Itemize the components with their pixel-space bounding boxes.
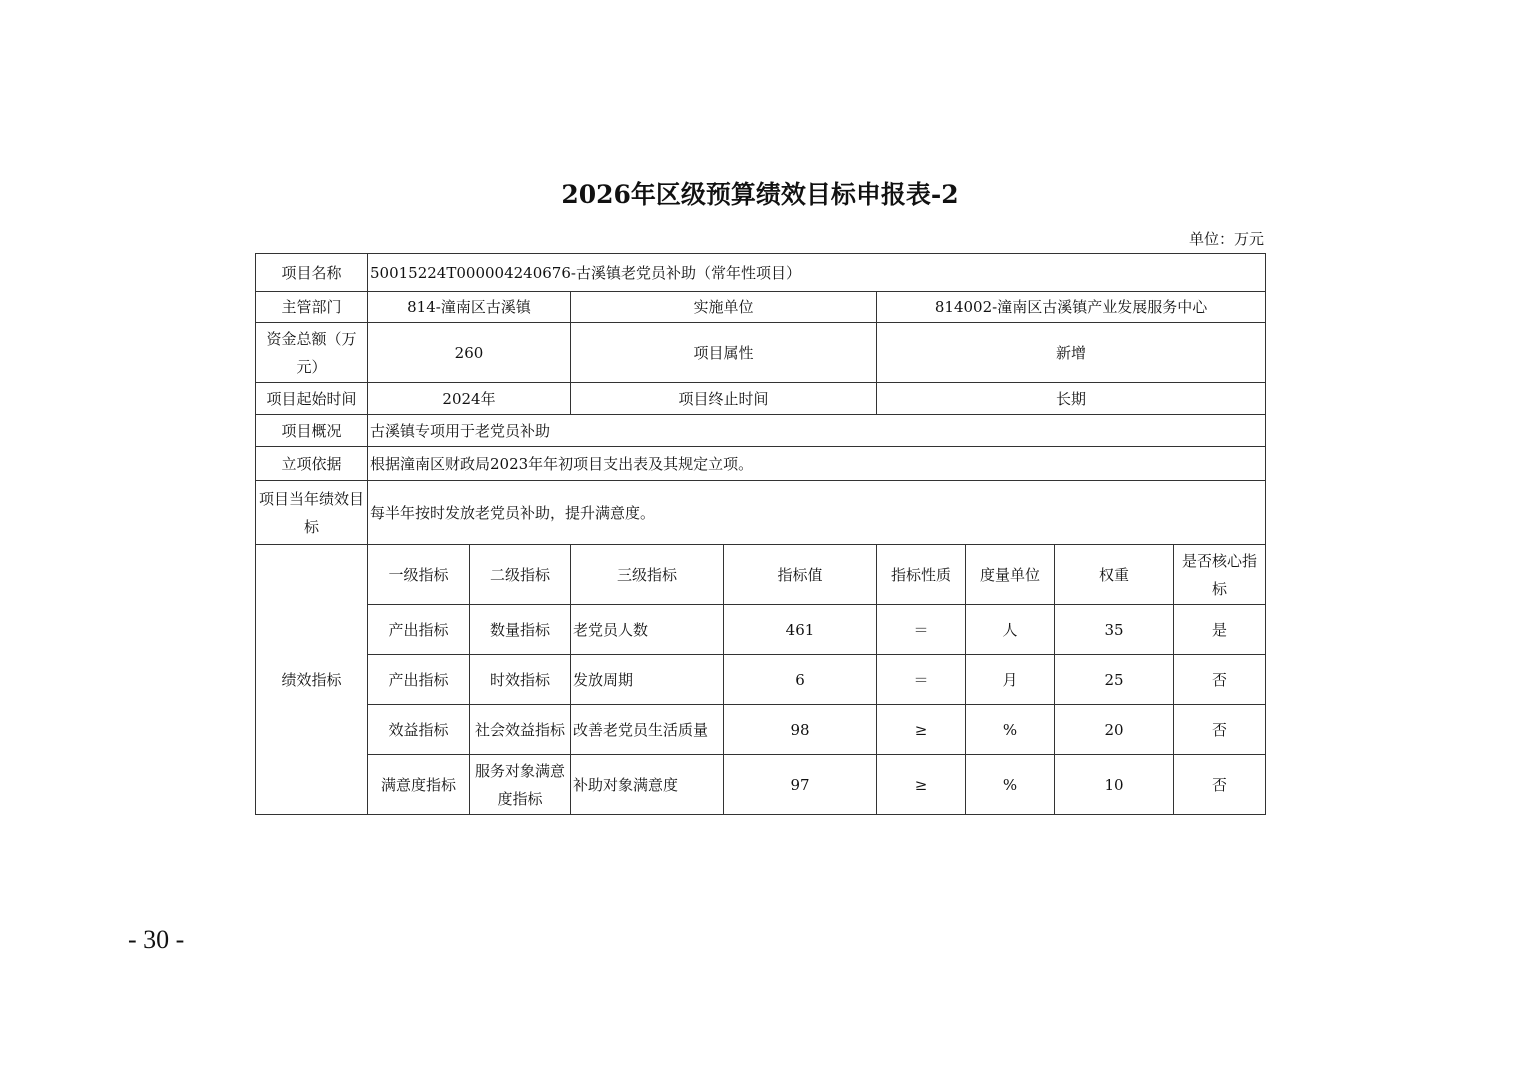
basis-value: 根据潼南区财政局2023年年初项目支出表及其规定立项。 — [368, 447, 1266, 481]
value-cell: 97 — [724, 755, 877, 815]
document-title: 2026年区级预算绩效目标申报表-2 — [561, 180, 959, 209]
level1-cell: 产出指标 — [368, 605, 470, 655]
indicator-header-row — [256, 545, 1266, 605]
implementing-unit-label: 实施单位 — [571, 292, 877, 323]
annual-goal-value: 每半年按时发放老党员补助，提升满意度。 — [368, 481, 1266, 545]
weight-cell: 35 — [1055, 605, 1174, 655]
header-core: 是否核心指标 — [1174, 545, 1266, 605]
level2-cell: 时效指标 — [470, 655, 571, 705]
header-level2: 二级指标 — [470, 545, 571, 605]
annual-goal-label: 项目当年绩效目标 — [256, 481, 368, 545]
table-row — [256, 705, 1266, 755]
project-attribute-label: 项目属性 — [571, 323, 877, 383]
header-value: 指标值 — [724, 545, 877, 605]
nature-cell: ≥ — [877, 705, 966, 755]
value-cell: 98 — [724, 705, 877, 755]
header-nature: 指标性质 — [877, 545, 966, 605]
page-number: - 30 - — [128, 925, 185, 954]
department-value: 814-潼南区古溪镇 — [368, 292, 571, 323]
row-project-name — [256, 254, 1266, 292]
level3-cell: 发放周期 — [571, 655, 724, 705]
implementing-unit-value: 814002-潼南区古溪镇产业发展服务中心 — [877, 292, 1266, 323]
row-goal — [256, 481, 1266, 545]
header-level3: 三级指标 — [571, 545, 724, 605]
table-row — [256, 755, 1266, 815]
row-amount — [256, 323, 1266, 383]
unit-cell: 月 — [966, 655, 1055, 705]
table-row — [256, 605, 1266, 655]
table-row — [256, 655, 1266, 705]
unit-label: 单位：万元 — [1188, 230, 1264, 248]
row-basis — [256, 447, 1266, 481]
row-period — [256, 383, 1266, 415]
level3-cell: 改善老党员生活质量 — [571, 705, 724, 755]
nature-cell: ＝ — [877, 655, 966, 705]
start-time-value: 2024年 — [368, 383, 571, 415]
weight-cell: 25 — [1055, 655, 1174, 705]
project-name-label: 项目名称 — [256, 254, 368, 292]
level2-cell: 服务对象满意度指标 — [470, 755, 571, 815]
overview-value: 古溪镇专项用于老党员补助 — [368, 415, 1266, 447]
level3-cell: 补助对象满意度 — [571, 755, 724, 815]
end-time-value: 长期 — [877, 383, 1266, 415]
basis-label: 立项依据 — [256, 447, 368, 481]
performance-target-table — [255, 253, 1266, 815]
end-time-label: 项目终止时间 — [571, 383, 877, 415]
unit-cell: 人 — [966, 605, 1055, 655]
project-attribute-value: 新增 — [877, 323, 1266, 383]
value-cell: 461 — [724, 605, 877, 655]
nature-cell: ＝ — [877, 605, 966, 655]
row-department — [256, 292, 1266, 323]
level1-cell: 满意度指标 — [368, 755, 470, 815]
core-cell: 否 — [1174, 705, 1266, 755]
core-cell: 是 — [1174, 605, 1266, 655]
core-cell: 否 — [1174, 655, 1266, 705]
department-label: 主管部门 — [256, 292, 368, 323]
unit-cell: % — [966, 755, 1055, 815]
overview-label: 项目概况 — [256, 415, 368, 447]
level1-cell: 产出指标 — [368, 655, 470, 705]
value-cell: 6 — [724, 655, 877, 705]
unit-cell: % — [966, 705, 1055, 755]
weight-cell: 10 — [1055, 755, 1174, 815]
total-amount-label: 资金总额（万元） — [256, 323, 368, 383]
row-overview — [256, 415, 1266, 447]
level1-cell: 效益指标 — [368, 705, 470, 755]
weight-cell: 20 — [1055, 705, 1174, 755]
header-unit: 度量单位 — [966, 545, 1055, 605]
level2-cell: 社会效益指标 — [470, 705, 571, 755]
start-time-label: 项目起始时间 — [256, 383, 368, 415]
project-name-value: 50015224T000004240676-古溪镇老党员补助（常年性项目） — [368, 254, 1266, 292]
total-amount-value: 260 — [368, 323, 571, 383]
core-cell: 否 — [1174, 755, 1266, 815]
level3-cell: 老党员人数 — [571, 605, 724, 655]
indicators-label: 绩效指标 — [256, 545, 368, 815]
nature-cell: ≥ — [877, 755, 966, 815]
header-weight: 权重 — [1055, 545, 1174, 605]
header-level1: 一级指标 — [368, 545, 470, 605]
level2-cell: 数量指标 — [470, 605, 571, 655]
